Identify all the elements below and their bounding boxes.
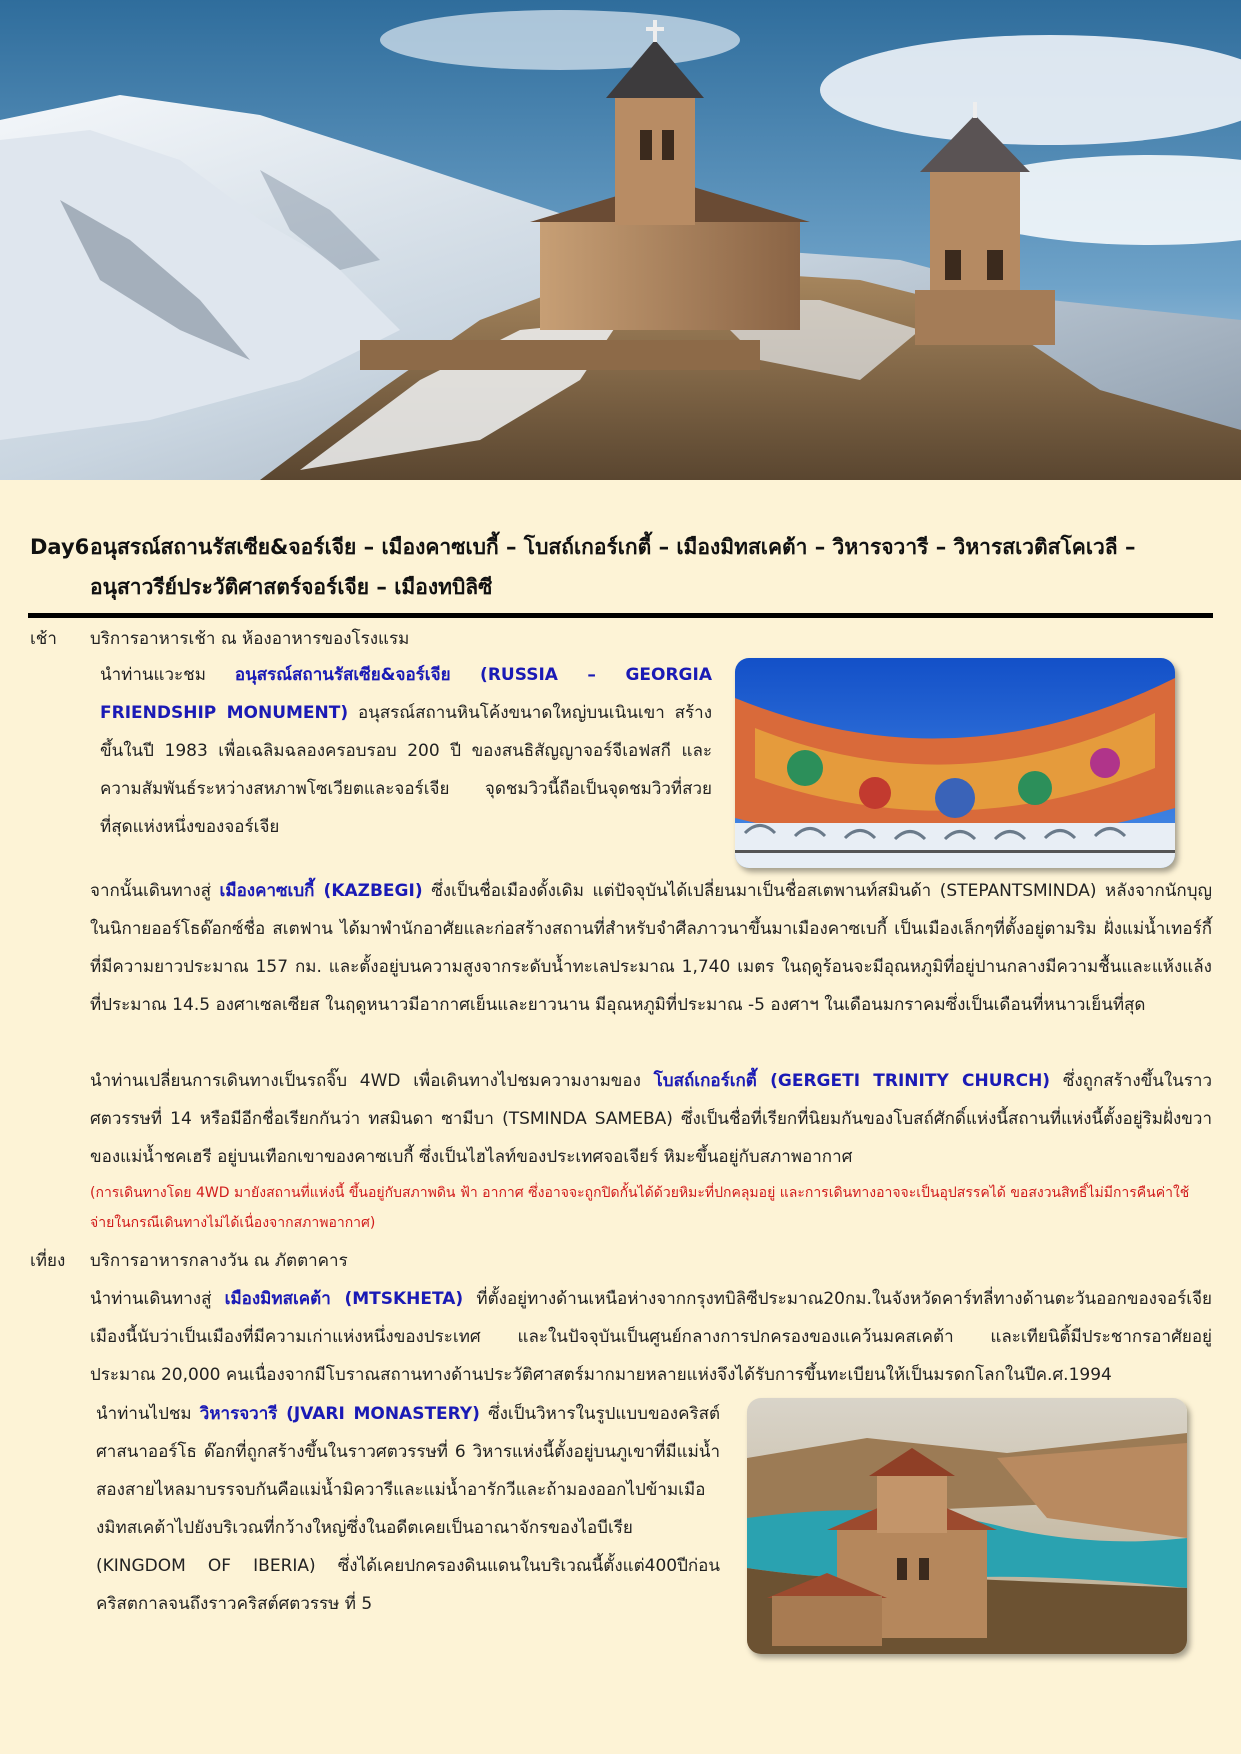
- gergeti-name: โบสถ์เกอร์เกตี้ (GERGETI TRINITY CHURCH): [653, 1071, 1051, 1091]
- monument-paragraph: นำท่านแวะชม อนุสรณ์สถานรัสเซีย&จอร์เจีย (RUSSIA – GEORGIA FRIENDSHIP MONUMENT) อนุสรณ์สถานหินโค้งขนาดใหญ่บนเนินเขา สร้างขึ้นในปี 1983 เพื่อเฉลิมฉลองครอบรอบ 200 ปี ของสนธิสัญญาจอร์จีเอฟสกี และความสัมพันธ์ระหว่างสหภาพโซเวียตและจอร์เจีย จุดชมวิวนี้ถือเป็นจุดชมวิวที่สวยที่สุดแห่งหนึ่งของจอร์เจีย: [100, 665, 712, 837]
- day-number: Day6: [30, 535, 90, 559]
- monument-photo: [735, 658, 1175, 868]
- kazbegi-paragraph: จากนั้นเดินทางสู่ เมืองคาซเบกี้ (KAZBEGI) ซึ่งเป็นชื่อเมืองดั้งเดิม แต่ปัจจุบันได้เปลี่ยนมาเป็นชื่อสเตพานท์สมินด้า (STEPANTSMINDA) หลังจากนักบุญในนิกายออร์โธด๊อกซ์ชื่อ สเตฟาน ได้มาพำนักอาศัยและก่อสร้างสถานที่สำหรับจำศีลภาวนาขึ้นมาเมืองคาซเบกี้ เป็นเมืองเล็กๆที่ตั้งอยู่ตามริม ฝั่งแม่น้ำเทอร์กี้ที่มีความยาวประมาณ 157 กม. และตั้งอยู่บนความสูงจากระดับน้ำทะเลประมาณ 1,740 เมตร ในฤดูร้อนจะมีอุณหภูมิที่อยู่ปานกลางมีความชื้นและแห้งแล้งที่ประมาณ 14.5 องศาเซลเซียส ในฤดูหนาวมีอากาศเย็นและยาวนาน มีอุณหภูมิที่ประมาณ -5 องศาฯ ในเดือนมกราคมซึ่งเป็นเดือนที่หนาวเย็นที่สุด: [90, 881, 1212, 1015]
- day-title-line1: อนุสรณ์สถานรัสเซีย&จอร์เจีย – เมืองคาซเบกี้ – โบสถ์เกอร์เกตี้ – เมืองมิทสเคต้า – วิหารจวารี – วิหารสเวติสโคเวลี –: [90, 535, 1136, 559]
- lunch-text: บริการอาหารกลางวัน ณ ภัตตาคาร: [90, 1251, 348, 1271]
- monument-name: อนุสรณ์สถานรัสเซีย&จอร์เจีย (RUSSIA – GEORGIA FRIENDSHIP MONUMENT): [100, 665, 712, 723]
- kazbegi-name: เมืองคาซเบกี้ (KAZBEGI): [219, 881, 423, 901]
- hero-photo-gergeti-church: [0, 0, 1241, 480]
- mtskheta-paragraph: นำท่านเดินทางสู่ เมืองมิทสเคต้า (MTSKHETA) ที่ตั้งอยู่ทางด้านเหนือห่างจากกรุงทบิลิซีประมาณ20กม.ในจังหวัดคาร์ทลี่ทางด้านตะวันออกของจอร์เจียเมืองนี้นับว่าเป็นเมืองที่มีความเก่าแห่งหนึ่งของประเทศ และในปัจจุบันเป็นศูนย์กลางการปกครองของแคว้นมคสเคต้า และเทียนิติ้มีประชากรอาศัยอยู่ประมาณ 20,000 คนเนื่องจากมีโบราณสถานทางด้านประวัติศาสตร์มากมายหลายแห่งจึงได้รับการขึ้นทะเบียนให้เป็นมรดกโลกในปีค.ศ.1994: [90, 1289, 1212, 1385]
- jvari-paragraph: นำท่านไปชม วิหารจวารี (JVARI MONASTERY) ซึ่งเป็นวิหารในรูปแบบของคริสต์ศาสนาออร์โธ ด๊อกที่ถูกสร้างขึ้นในราวศตวรรษที่ 6 วิหารแห่งนี้ตั้งอยู่บนภูเขาที่มีแม่น้ำสองสายไหลมาบรรจบกันคือแม่น้ำมิควารีและแม่น้ำอารักวีและถ้ามองออกไปข้ามเมืองมิทสเคต้าไปยังบริเวณที่กว้างใหญ่ซึ่งในอดีตเคยเป็นอาณาจักรของไอบีเรีย (KINGDOM OF IBERIA) ซึ่งได้เคยปกครองดินแดนในบริเวณนี้ตั้งแต่400ปีก่อนคริสตกาลจนถึงราวคริสต์ศตวรรษ ที่ 5: [96, 1404, 720, 1614]
- mtskheta-name: เมืองมิทสเคต้า (MTSKHETA): [224, 1289, 464, 1309]
- lunch-label: เที่ยง: [30, 1251, 66, 1271]
- day-title-line2: อนุสาวรีย์ประวัติศาสตร์จอร์เจีย – เมืองทบิลิซี: [90, 575, 493, 599]
- breakfast-text: บริการอาหารเช้า ณ ห้องอาหารของโรงแรม: [90, 629, 410, 649]
- jvari-monastery-photo: [747, 1398, 1187, 1654]
- breakfast-label: เช้า: [30, 629, 57, 649]
- gergeti-weather-note: (การเดินทางโดย 4WD มายังสถานที่แห่งนี้ ขึ้นอยู่กับสภาพดิน ฟ้า อากาศ ซึ่งอาจจะถูกปิดกั้นได้ด้วยหิมะที่ปกคลุมอยู่ และการเดินทางอาจจะเป็นอุปสรรคได้ ขอสงวนสิทธิ์ไม่มีการคืนค่าใช้จ่ายในกรณีเดินทางไม่ได้เนื่องจากสภาพอากาศ): [90, 1185, 1190, 1231]
- gergeti-paragraph: นำท่านเปลี่ยนการเดินทางเป็นรถจิ๊บ 4WD เพื่อเดินทางไปชมความงามของ โบสถ์เกอร์เกตี้ (GERGETI TRINITY CHURCH) ซึ่งถูกสร้างขึ้นในราวศตวรรษที่ 14 หรือมีอีกชื่อเรียกกันว่า ทสมินดา ซามีบา (TSMINDA SAMEBA) ซึ่งเป็นชื่อที่เรียกที่นิยมกันของโบสถ์ศักดิ์แห่งนี้สถานที่แห่งนี้ตั้งอยู่ริมฝั่งขวาของแม่น้ำชคเฮรี อยู่บนเทือกเขาของคาซเบกี้ ซึ่งเป็นไฮไลท์ของประเทศจอเจียร์ หิมะขึ้นอยู่กับสภาพอากาศ: [90, 1071, 1213, 1167]
- jvari-name: วิหารจวารี (JVARI MONASTERY): [199, 1404, 480, 1424]
- title-divider: [28, 613, 1213, 618]
- day-title: [30, 527, 1220, 607]
